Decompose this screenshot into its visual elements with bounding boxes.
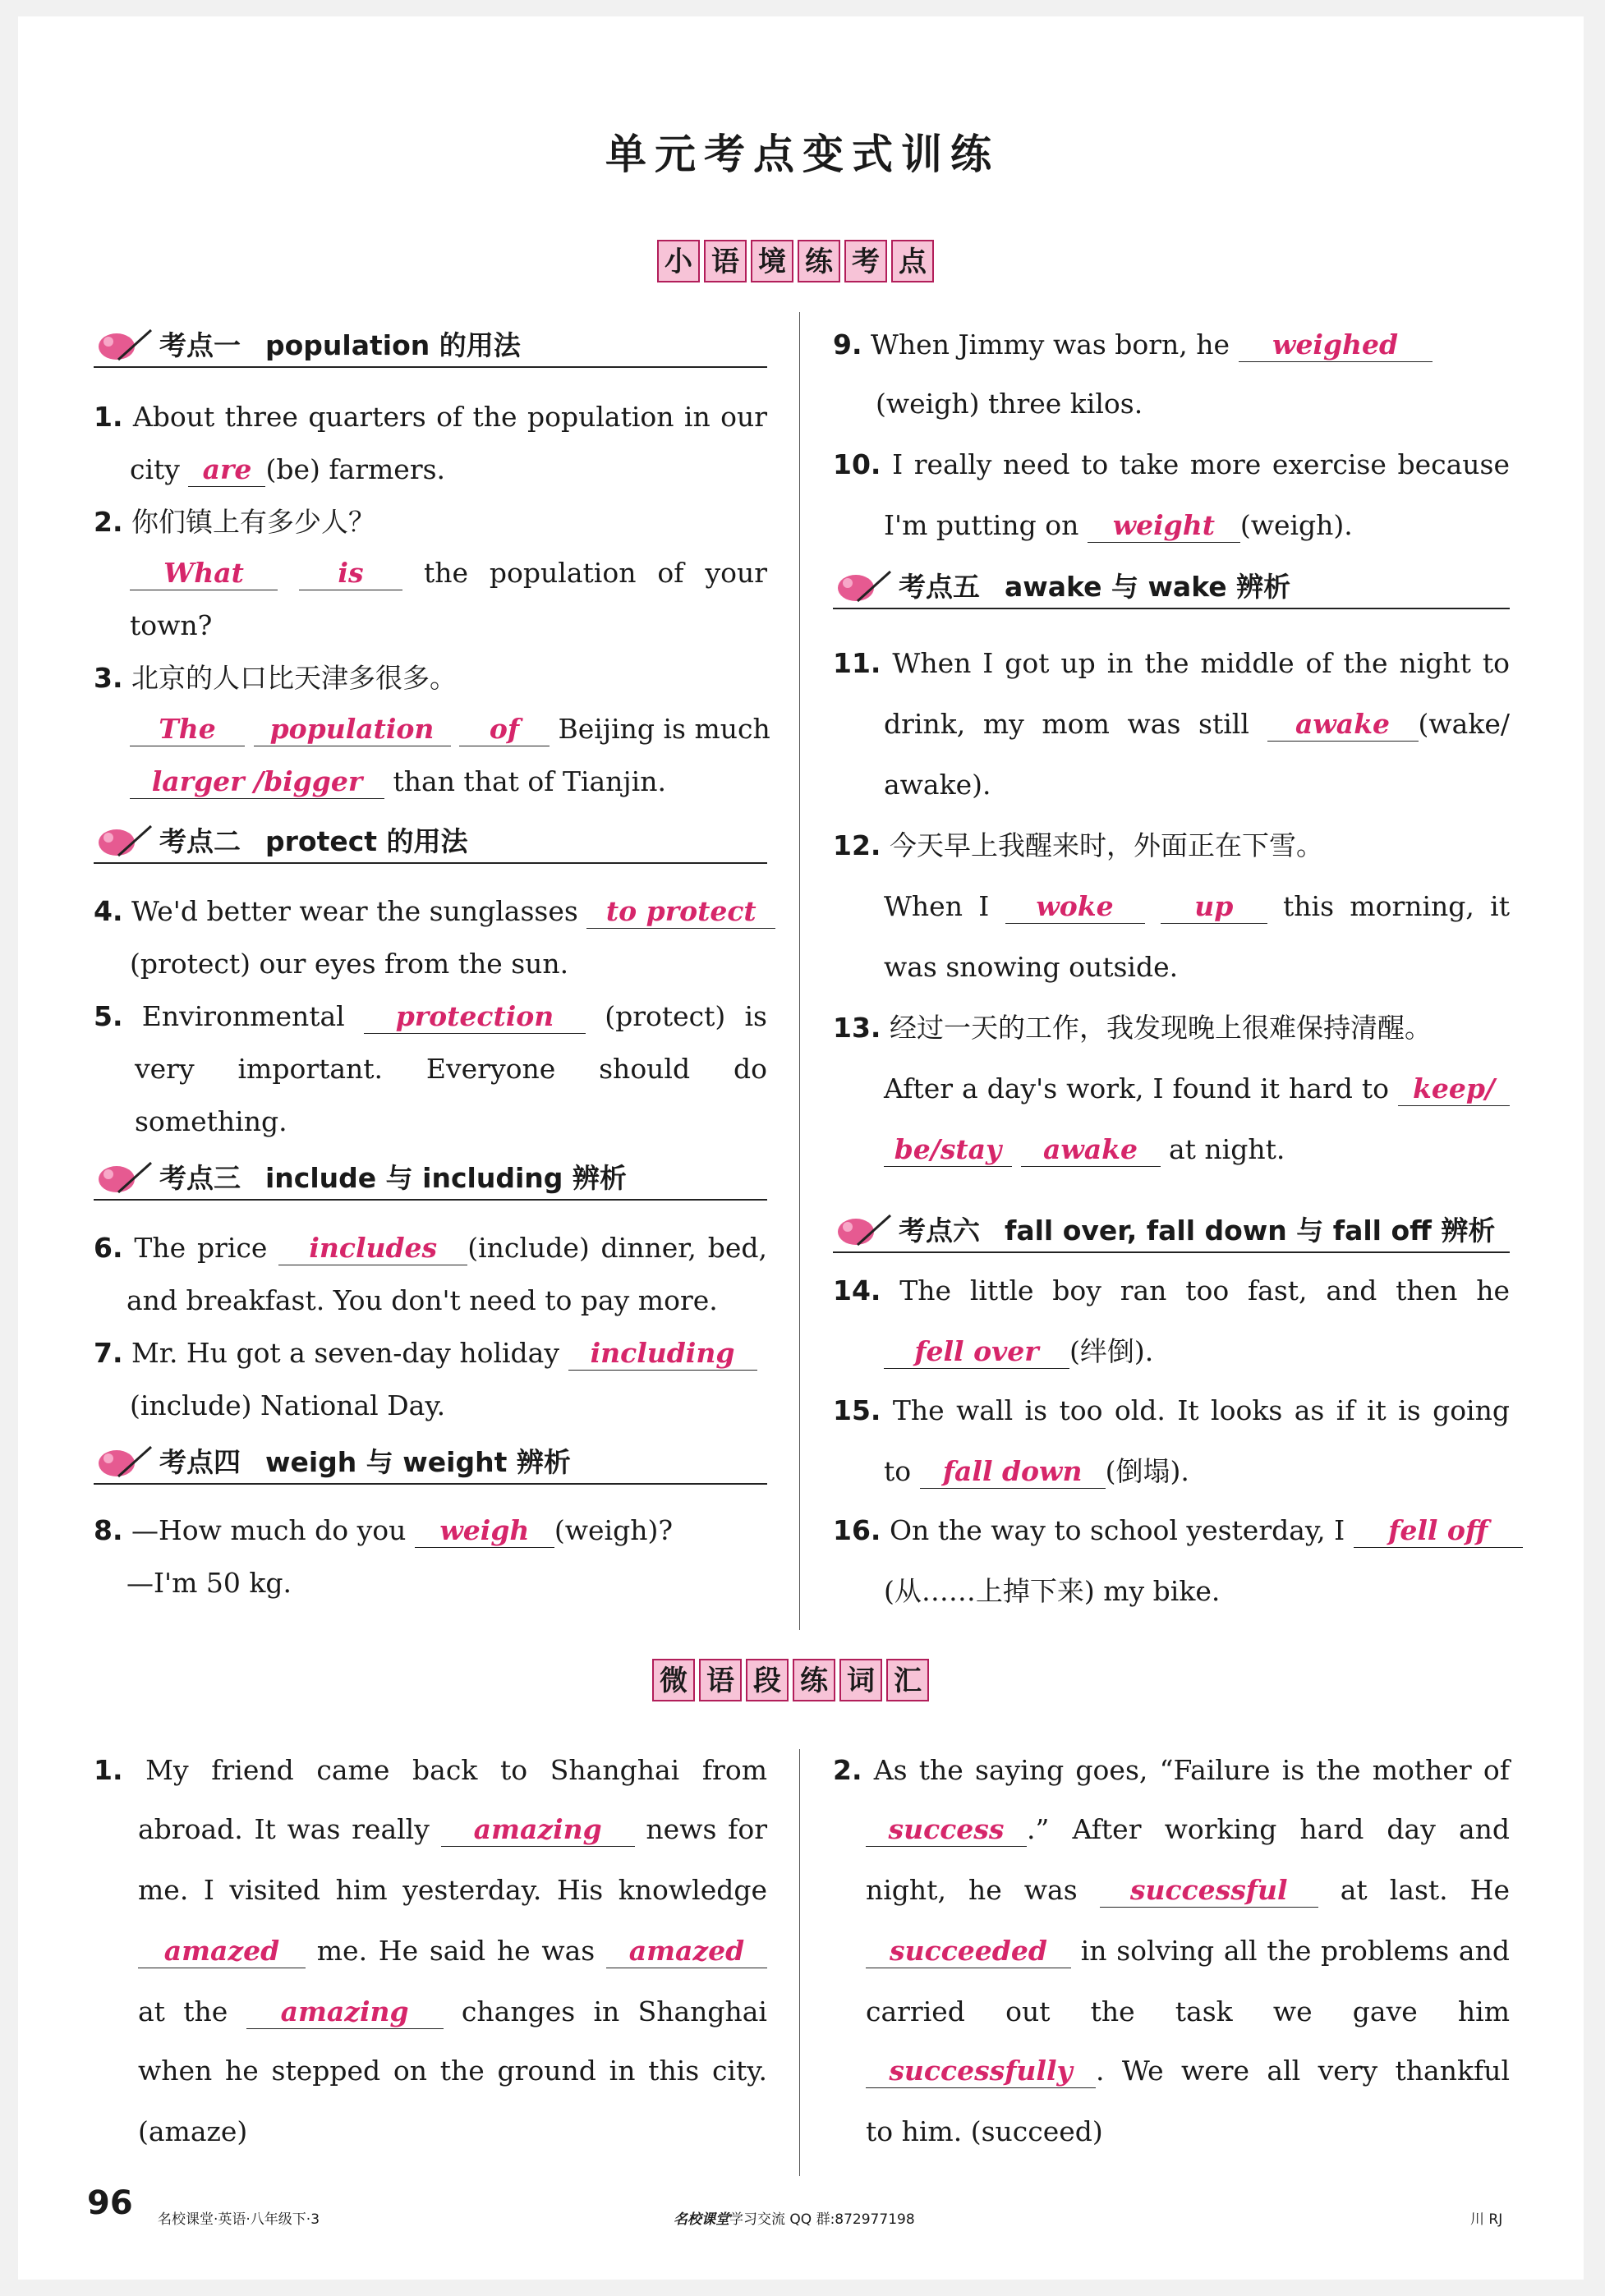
- answer-blank: amazed: [138, 1935, 306, 1968]
- footer-book: 名校课堂·英语·八年级下·3: [158, 2211, 320, 2228]
- para1-line7: (amaze): [138, 2115, 248, 2147]
- q6-line2: and breakfast. You don't need to pay more.: [126, 1284, 718, 1316]
- q11-line3: awake).: [884, 769, 991, 801]
- q9-line1: 9. When Jimmy was born, he weighed: [833, 327, 1433, 363]
- answer-blank: What: [130, 557, 278, 590]
- q8-line1: 8. —How much do you weigh (weigh)?: [94, 1514, 674, 1546]
- banner-char: 段: [746, 1659, 789, 1701]
- q13-line2: After a day's work, I found it hard to keep/: [884, 1071, 1510, 1107]
- answer-blank: amazed: [606, 1935, 767, 1968]
- answer-blank: keep/: [1398, 1072, 1510, 1106]
- section-header-6: 考点六 fall over, fall down 与 fall off 辨析: [833, 1210, 1510, 1253]
- ribbon-icon: [833, 1212, 899, 1248]
- footer-edition: 川 RJ: [1470, 2211, 1503, 2228]
- header-key: 考点一: [159, 329, 241, 361]
- q7-line2: (include) National Day.: [130, 1389, 446, 1421]
- answer-blank: successfully: [866, 2055, 1096, 2088]
- answer-blank: larger /bigger: [130, 765, 384, 799]
- answer-blank: is: [299, 557, 402, 590]
- para1-line3: me. I visited him yesterday. His knowledge: [138, 1874, 767, 1906]
- q5-line2: very important. Everyone should do: [135, 1053, 767, 1085]
- q14-line1: 14. The little boy ran too fast, and then he: [833, 1274, 1510, 1306]
- answer-blank: woke: [1005, 890, 1145, 924]
- para2-line2: success .” After working hard day and: [866, 1812, 1510, 1848]
- page-title: 单元考点变式训练: [605, 131, 1000, 178]
- section-banner-2: [652, 1659, 929, 1701]
- answer-blank: up: [1161, 890, 1267, 924]
- q11-line1: 11. When I got up in the middle of the night to: [833, 647, 1510, 679]
- answer-blank: includes: [278, 1232, 467, 1265]
- answer-blank: are: [188, 453, 265, 487]
- para2-line7: to him. (succeed): [866, 2115, 1103, 2147]
- answer-blank: of: [459, 713, 550, 746]
- answer-blank: including: [568, 1337, 757, 1371]
- section-header-2: 考点二 protect 的用法: [94, 821, 767, 864]
- q8-line2: —I'm 50 kg.: [126, 1567, 292, 1599]
- column-divider-top: [799, 312, 800, 1630]
- para1-line2: abroad. It was really amazing news for: [138, 1813, 767, 1845]
- q12-line1: 12. 今天早上我醒来时，外面正在下雪。: [833, 829, 1323, 861]
- para2-line4: succeeded in solving all the problems and: [866, 1933, 1510, 1969]
- para2-line1: 2. As the saying goes, “Failure is the mother of: [833, 1754, 1510, 1786]
- para1-line6: when he stepped on the ground in this city.: [138, 2055, 767, 2087]
- q4-line1: 4. We'd better wear the sunglasses to protect: [94, 893, 775, 930]
- banner-char: 练: [793, 1659, 835, 1701]
- q14-line2: fell over (绊倒).: [884, 1334, 1153, 1370]
- q9-line2: (weigh) three kilos.: [876, 388, 1143, 420]
- q5-line1: 5. Environmental protection (protect) is: [94, 1000, 767, 1032]
- para2-line5: carried out the task we gave him: [866, 1995, 1510, 2027]
- answer-blank: success: [866, 1813, 1027, 1847]
- ribbon-icon: [833, 568, 899, 604]
- q13-line3: be/stay awake at night.: [884, 1132, 1285, 1168]
- answer-blank: fell off: [1354, 1514, 1523, 1548]
- answer-blank: weigh: [415, 1514, 554, 1548]
- answer-blank: The: [130, 713, 245, 746]
- q5-line3: something.: [135, 1105, 287, 1137]
- answer-blank: fell over: [884, 1335, 1069, 1369]
- answer-blank: successful: [1100, 1874, 1318, 1908]
- banner-char: 语: [699, 1659, 742, 1701]
- footer-qq: 名校课堂学习交流 QQ 群:872977198: [674, 2211, 915, 2228]
- q10-line2: I'm putting on weight (weigh).: [884, 509, 1353, 541]
- answer-blank: fall down: [920, 1455, 1106, 1489]
- section-header-1: [94, 325, 767, 368]
- q13-line1: 13. 经过一天的工作，我发现晚上很难保持清醒。: [833, 1012, 1432, 1044]
- q16-line2: (从……上掉下来) my bike.: [884, 1575, 1221, 1607]
- q7-line1: 7. Mr. Hu got a seven-day holiday including: [94, 1335, 757, 1371]
- banner-char: 练: [798, 240, 840, 282]
- ribbon-icon: [94, 1444, 159, 1480]
- banner-char: 词: [839, 1659, 882, 1701]
- q10-line1: 10. I really need to take more exercise because: [833, 448, 1510, 480]
- banner-char: 小: [657, 240, 700, 282]
- q6-line1: 6. The price includes (include) dinner, bed,: [94, 1232, 767, 1264]
- footer-logo: 名校课堂: [674, 2211, 729, 2228]
- page-number: 96: [87, 2184, 133, 2222]
- answer-blank: awake: [1021, 1133, 1161, 1167]
- ribbon-icon: [94, 327, 159, 363]
- q2-line1: 2. 你们镇上有多少人？: [94, 506, 375, 538]
- answer-blank: awake: [1267, 708, 1419, 742]
- answer-blank: weight: [1088, 509, 1240, 543]
- q4-line2: (protect) our eyes from the sun.: [130, 948, 569, 980]
- section-header-3: 考点三 include 与 including 辨析: [94, 1158, 767, 1201]
- answer-blank: succeeded: [866, 1935, 1071, 1968]
- q2-line2: What is the population of your: [130, 555, 767, 591]
- header-topic: population 的用法: [265, 329, 521, 361]
- q11-line2: drink, my mom was still awake (wake/: [884, 708, 1510, 740]
- column-divider-bottom: [799, 1749, 800, 2176]
- ribbon-icon: [94, 823, 159, 859]
- banner-char: 境: [751, 240, 793, 282]
- banner-char: 点: [891, 240, 934, 282]
- q2-line3: town?: [130, 609, 213, 641]
- q12-line3: was snowing outside.: [884, 951, 1179, 983]
- answer-blank: amazing: [441, 1813, 635, 1847]
- section-banner-1: [657, 240, 934, 282]
- q1-line2: city are (be) farmers.: [130, 453, 446, 485]
- answer-blank: be/stay: [884, 1133, 1012, 1167]
- q15-line2: to fall down (倒塌).: [884, 1455, 1189, 1487]
- q3-line2: The population of Beijing is much: [130, 711, 767, 747]
- para2-line3: night, he was successful at last. He: [866, 1874, 1510, 1906]
- para1-line1: 1. My friend came back to Shanghai from: [94, 1754, 767, 1786]
- section-header-5: 考点五 awake 与 wake 辨析: [833, 567, 1510, 609]
- para1-line4: amazed me. He said he was amazed: [138, 1933, 767, 1969]
- answer-blank: protection: [364, 1000, 586, 1034]
- banner-char: 汇: [886, 1659, 929, 1701]
- ribbon-icon: [94, 1159, 159, 1196]
- banner-char: 微: [652, 1659, 695, 1701]
- banner-char: 考: [844, 240, 887, 282]
- para1-line5: at the amazing changes in Shanghai: [138, 1995, 767, 2027]
- answer-blank: amazing: [246, 1995, 444, 2029]
- section-header-4: 考点四 weigh 与 weight 辨析: [94, 1442, 767, 1485]
- q1-line1: 1. About three quarters of the population in our: [94, 401, 767, 433]
- answer-blank: to protect: [586, 895, 775, 929]
- q16-line1: 16. On the way to school yesterday, I fell off: [833, 1513, 1523, 1549]
- q3-line1: 3. 北京的人口比天津多很多。: [94, 662, 457, 694]
- q12-line2: When I woke up this morning, it: [884, 890, 1510, 922]
- q15-line1: 15. The wall is too old. It looks as if it is going: [833, 1394, 1510, 1426]
- answer-blank: population: [254, 713, 451, 746]
- q3-line3: larger /bigger than that of Tianjin.: [130, 764, 666, 800]
- answer-blank: weighed: [1239, 328, 1433, 362]
- para2-line6: successfully . We were all very thankful: [866, 2053, 1510, 2089]
- banner-char: 语: [704, 240, 747, 282]
